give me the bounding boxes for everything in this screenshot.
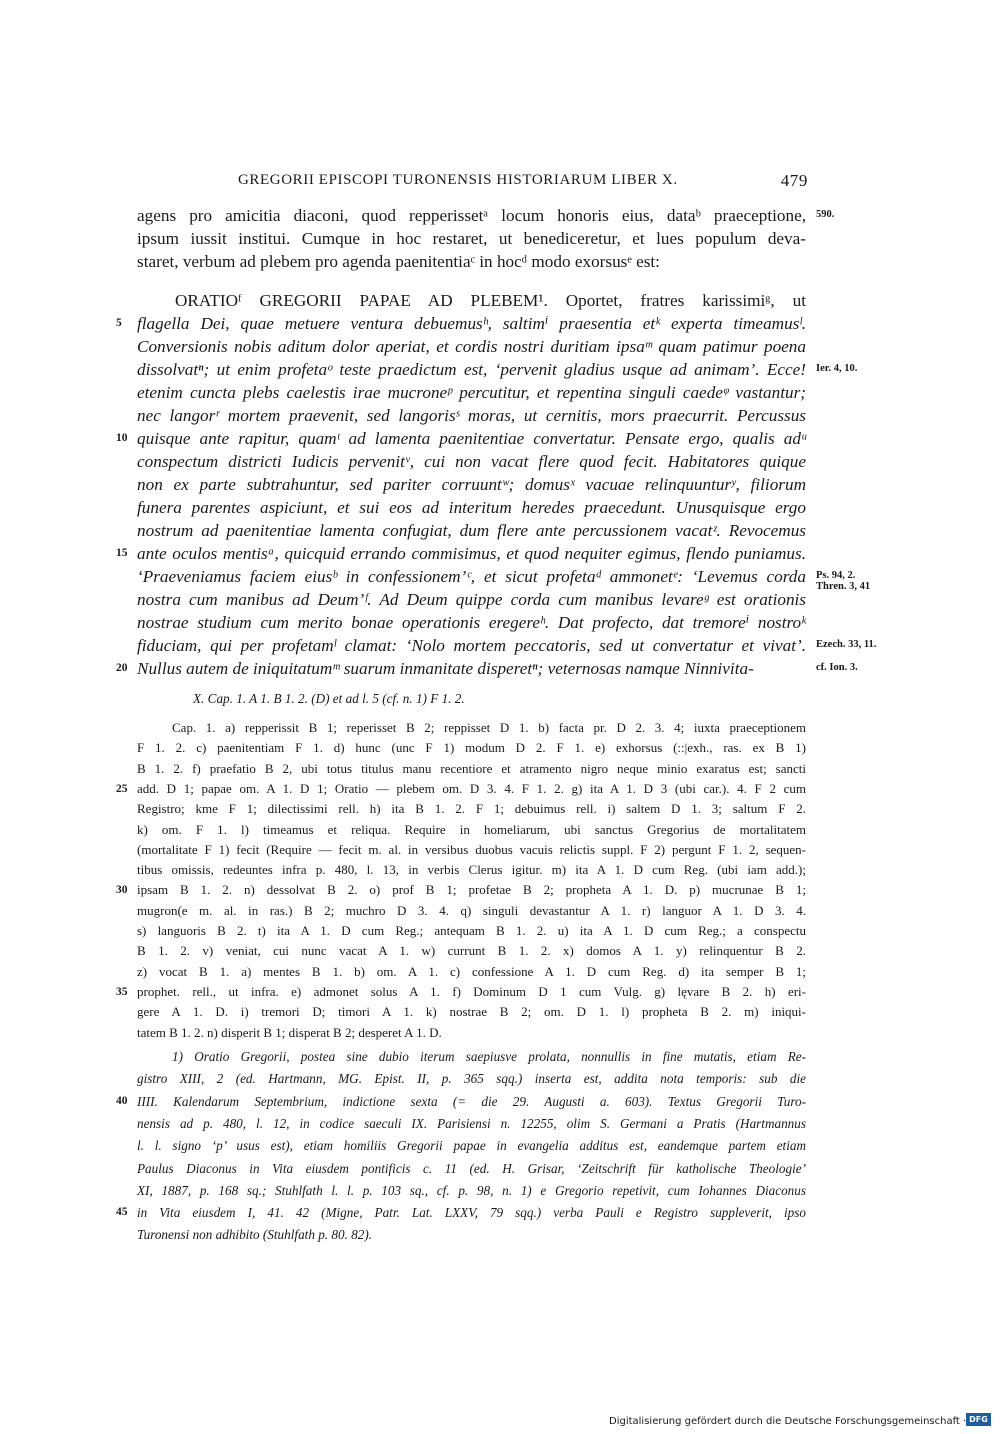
line-number: 30 xyxy=(116,884,128,897)
apparatus-line: tatem B 1. 2. n) disperit B 1; disperat B 2; desperet A 1. D. xyxy=(137,1024,442,1040)
apparatus-heading: X. Cap. 1. A 1. B 1. 2. (D) et ad l. 5 (cf. n. 1) F 1. 2. xyxy=(193,691,465,706)
body-line: etenim cuncta plebs caelestis irae mucroneᵖ percutitur, et repentina singuli caedeᵠ vastantur; xyxy=(137,383,806,402)
footnote-line: gistro XIII, 2 (ed. Hartmann, MG. Epist. II, p. 365 sqq.) inserta est, addita nota temporis: sub die xyxy=(137,1071,806,1087)
footnote-line: 1) Oratio Gregorii, postea sine dubio iterum saepiusve prolata, nonnullis in fine mutatis, etiam Re- xyxy=(172,1049,806,1064)
body-line: Conversionis nobis aditum dolor aperiat, et cordis nostri duritiam ipsaᵐ quam patimur poena xyxy=(137,337,806,356)
apparatus-line: k) om. F 1. l) timeamus et reliqua. Require in homeliarum, ubi sanctus Gregorius de mortalitatem xyxy=(137,821,806,837)
apparatus-line: F 1. 2. c) paenitentiam F 1. d) hunc (unc F 1) modum D 2. F 1. e) exhorsus (::|exh., ras. ex B 1) xyxy=(137,740,806,756)
page-number: 479 xyxy=(780,171,808,190)
footnote-line: Paulus Diaconus in Vita eiusdem pontificis c. 11 (ed. H. Grisar, ‘Zeitschrift für katholische Theologie’ xyxy=(137,1160,806,1176)
marginal-reference: Ezech. 33, 11. xyxy=(816,639,877,650)
dfg-logo: DFG xyxy=(966,1413,991,1426)
apparatus-line: prophet. rell., ut infra. e) admonet solus A 1. f) Dominum D 1 cum Vulg. g) lęvare B 2. h) eri- xyxy=(137,983,806,999)
footnote-line: Turonensi non adhibito (Stuhlfath p. 80. 82). xyxy=(137,1227,373,1243)
body-line: dissolvatⁿ; ut enim profetaᵒ teste praedictum est, ‘pervenit gladius usque ad animam’. Ecce! xyxy=(137,360,806,379)
apparatus-line: s) languoris B 2. t) ita A 1. D cum Reg.; antequam B 1. 2. u) ita A 1. D cum Reg.; a conspectu xyxy=(137,923,806,938)
line-number: 25 xyxy=(116,782,128,795)
apparatus-line: tibus omissis, redeuntes infra p. 480, l. 13, in verbis Clerus igitur. m) ita A 1. D cum Reg. (ubi iam add.); xyxy=(137,862,806,878)
body-line: Nullus autem de iniquitatumᵐ suarum inmanitate disperetⁿ; veternosas namque Ninnivita- xyxy=(137,659,754,678)
apparatus-line: gere A 1. D. i) tremori D; timori A 1. k) nostrae B 2; om. D 1. l) propheta B 2. m) iniqui- xyxy=(137,1004,806,1020)
footnote-line: in Vita eiusdem I, 41. 42 (Migne, Patr. Lat. LXXV, 79 sqq.) verba Pauli e Registro suppleverit, ipso xyxy=(137,1205,806,1221)
apparatus-line: z) vocat B 1. a) mentes B 1. b) om. A 1. c) confessione A 1. D cum Reg. d) ita semper B 1; xyxy=(137,963,806,979)
body-line: ipsum iussit institui. Cumque in hoc restaret, ut benediceretur, et lues populum deva- xyxy=(137,229,806,248)
line-number: 5 xyxy=(116,317,122,329)
body-line: nostrum ad paenitentiae lamenta confugiat, dum flere ante percussionem vacatᶻ. Revocemus xyxy=(137,521,806,540)
line-number: 15 xyxy=(116,547,128,559)
marginal-reference: 590. xyxy=(816,209,835,220)
line-number: 40 xyxy=(116,1094,128,1107)
body-line: agens pro amicitia diaconi, quod repperissetᵃ locum honoris eius, dataᵇ praeceptione, xyxy=(137,206,806,225)
apparatus-line: add. D 1; papae om. A 1. D 1; Oratio — plebem om. D 3. 4. F 1. 2. g) ita A 1. D 3 (ubi car.). 4. F 2 cum xyxy=(137,780,806,796)
apparatus-line: B 1. 2. f) praefatio B 2, ubi totus titulus manu recentiore et atramento nigro neque minio exaratus est; sancti xyxy=(137,760,806,776)
body-line: funera parentes aspiciunt, et sui eos ad interitum heredes praecedunt. Unusquisque ergo xyxy=(137,498,806,517)
line-number: 20 xyxy=(116,662,128,674)
footnote-line: XI, 1887, p. 168 sq.; Stuhlfath l. l. p. 103 sq., cf. p. 98, n. 1) e Gregorio repetivit, cum Iohannes Diaconus xyxy=(137,1182,806,1198)
running-title: GREGORII EPISCOPI TURONENSIS HISTORIARUM LIBER X. xyxy=(238,172,678,188)
line-number: 35 xyxy=(116,985,128,998)
body-line: staret, verbum ad plebem pro agenda paenitentiaᶜ in hocᵈ modo exorsusᵉ est: xyxy=(137,252,660,271)
apparatus-line: Registro; kme F 1; dilectissimi rell. h) ita B 1. 2. F 1; debuimus rell. i) saltem D 1. 3; saltum F 2. xyxy=(137,801,806,817)
body-line: non ex parte subtrahuntur, sed pariter corruuntʷ; domusˣ vacuae relinquunturʸ, filiorum xyxy=(137,475,806,494)
body-line: ORATIOᶠ GREGORII PAPAE AD PLEBEM¹. Oportet, fratres karissimiᵍ, ut xyxy=(175,291,806,310)
line-number: 10 xyxy=(116,432,128,444)
footnote-line: l. l. signo ‘p’ usus est), etiam homiliis Gregorii papae in evangelia additus est, eandemque partem etiam xyxy=(137,1138,806,1154)
marginal-reference: Ps. 94, 2. Thren. 3, 41 xyxy=(816,570,871,592)
apparatus-line: ipsam B 1. 2. n) dessolvat B 2. o) prof B 1; profetae B 2; propheta A 1. D. p) mucrunae B 1; xyxy=(137,882,806,898)
apparatus-line: (mortalitate F 1) fecit (Require — fecit m. al. in versibus duobus vacuis relictis suppl. F 2) pergunt F 1. 2, sequen- xyxy=(137,841,806,857)
body-line: conspectum districti Iudicis pervenitᵛ, cui non vacat flere quod fecit. Habitatores quique xyxy=(137,452,806,471)
footnote-line: nensis ad p. 480, l. 12, in codice saeculi IX. Parisiensi n. 12255, olim S. Germani a Pratis (Hartmannus xyxy=(137,1115,806,1131)
body-line: nostra cum manibus ad Deum’ᶠ. Ad Deum quippe corda cum manibus levareᵍ est orationis xyxy=(137,590,806,609)
apparatus-line: mugron(e m. al. in ras.) B 2; muchro D 3. 4. q) singuli devastantur A 1. r) languor A 1. D 3. 4. xyxy=(137,902,806,918)
body-line: fiduciam, qui per profetamˡ clamat: ‘Nolo mortem peccatoris, sed ut convertatur et vivat’. xyxy=(137,636,806,655)
marginal-reference: Ier. 4, 10. xyxy=(816,363,858,374)
digitization-credit: Digitalisierung gefördert durch die Deutsche Forschungsgemeinschaft · xyxy=(609,1416,967,1427)
body-line: ante oculos mentisᵃ, quicquid errando commisimus, et quod nequiter egimus, flendo puniamus. xyxy=(137,544,806,563)
line-number: 45 xyxy=(116,1206,128,1219)
footnote-line: IIII. Kalendarum Septembrium, indictione sexta (= die 29. Augusti a. 603). Textus Gregorii Turo- xyxy=(137,1093,806,1109)
body-line: quisque ante rapitur, quamᵗ ad lamenta paenitentiae convertatur. Pensate ergo, qualis adᵘ xyxy=(137,429,806,448)
body-line: ‘Praeveniamus faciem eiusᵇ in confessionem’ᶜ, et sicut profetaᵈ ammonetᵉ: ‘Levemus corda xyxy=(137,567,806,586)
body-line: flagella Dei, quae metuere ventura debuemusʰ, saltimⁱ praesentia etᵏ experta timeamusˡ. xyxy=(137,314,806,333)
apparatus-line: B 1. 2. v) veniat, cui nunc vacat A 1. w) currunt B 1. 2. x) domos A 1. y) relinquentur B 2. xyxy=(137,943,806,959)
body-line: nostrae studium cum merito bonae operationis eregereʰ. Dat profecto, dat tremoreⁱ nostroᵏ xyxy=(137,613,806,632)
body-line: nec langorʳ mortem praevenit, sed langorisˢ moras, ut cernitis, mors praecurrit. Percussus xyxy=(137,406,806,425)
marginal-reference: cf. Ion. 3. xyxy=(816,662,858,673)
apparatus-line: Cap. 1. a) repperissit B 1; reperisset B 2; reppisset D 1. b) facta pr. D 2. 3. 4; iuxta praeceptionem xyxy=(172,720,806,735)
